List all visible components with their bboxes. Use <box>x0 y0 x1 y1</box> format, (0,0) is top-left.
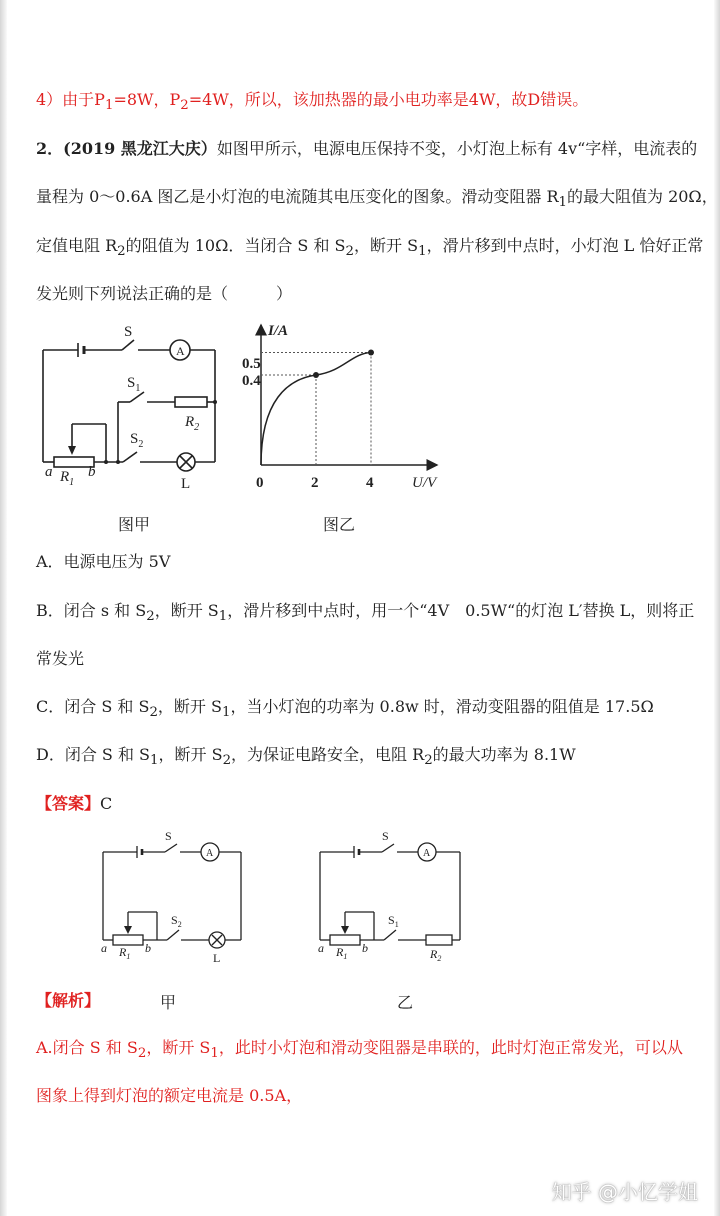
sol-yi-terminal-b: b <box>362 941 368 955</box>
sol-yi-r1: $R_1$ <box>336 945 348 961</box>
terminal-b-label: b <box>88 464 96 480</box>
question-line-3: 定值电阻 $R_2$的阻值为 10Ω．当闭合 S 和 $S_2$，断开 $S_1$，滑片移到中点时，小灯泡 L 恰好正常 <box>36 236 704 260</box>
question-line-1: 2．(2019 黑龙江大庆）如图甲所示，电源电压保持不变，小灯泡上标有 4v“字样，电流表的 <box>36 139 698 158</box>
y-tick-0-5: 0.5 <box>242 356 261 372</box>
sol-yi-r2: $R_2$ <box>430 947 442 963</box>
y-tick-0-4: 0.4 <box>242 373 261 389</box>
data-point-1 <box>313 372 319 378</box>
lamp-l-label: L <box>181 476 191 492</box>
figure-caption-jia: 图甲 <box>118 515 151 534</box>
x-tick-2: 2 <box>311 475 319 491</box>
sol-yi-switch-s1: $S_1$ <box>388 913 399 929</box>
option-d: D．闭合 S 和 $S_1$，断开 $S_2$，为保证电路安全，电阻 $R_2$的最大功率为 8.1W <box>36 745 576 769</box>
rheostat-r1-label: $R_1$ <box>60 469 75 488</box>
resistor-r2-label: $R_2$ <box>185 414 200 433</box>
data-point-2 <box>368 350 374 356</box>
sol-jia-switch-s2: $S_2$ <box>171 913 182 929</box>
question-line-4: 发光则下列说法正确的是（ ） <box>36 284 293 303</box>
terminal-a-label: a <box>45 464 53 480</box>
iu-graph-yi <box>232 315 447 493</box>
sol-jia-lamp: L <box>213 951 221 965</box>
sol-yi-ammeter: A <box>423 848 431 859</box>
watermark: 知乎 @小忆学姐 <box>551 1180 698 1204</box>
question-number: 2．(2019 黑龙江大庆） <box>36 139 217 158</box>
analysis-line-2: 图象上得到灯泡的额定电流是 0.5A， <box>36 1086 303 1105</box>
sol-jia-ammeter: A <box>206 848 214 859</box>
sol-yi-switch-s: S <box>382 829 389 843</box>
page-edge-right <box>714 0 720 1216</box>
x-tick-0: 0 <box>256 475 264 491</box>
ammeter-label: A <box>176 344 185 358</box>
answer-line <box>36 793 112 815</box>
switch-s1-label: $S_1$ <box>127 375 141 394</box>
option-b: B．闭合 s 和 $S_2$，断开 $S_1$，滑片移到中点时，用一个“4V 0.5W“的灯泡 L′替换 L，则将正 <box>36 601 695 625</box>
x-axis-label: U/V <box>412 475 437 491</box>
switch-s2-label: $S_2$ <box>130 431 144 450</box>
page-edge-left <box>0 0 7 1216</box>
y-axis-label: I/A <box>268 323 289 339</box>
solution-circuit-jia <box>95 828 255 968</box>
option-b-line-2: 常发光 <box>36 649 85 668</box>
switch-s-label: S <box>124 324 133 340</box>
sol-jia-terminal-b: b <box>145 941 151 955</box>
analysis-line-1: A.闭合 S 和 $S_2$，断开 $S_1$，此时小灯泡和滑动变阻器是串联的，此时灯泡正常发光，可以从 <box>36 1038 683 1062</box>
answer-value: C <box>100 794 113 813</box>
answer-label: 【答案】 <box>36 794 101 813</box>
analysis-label: 【解析】 <box>36 991 101 1010</box>
solution-note-4: 4）由于$P_1=8W$，$P_2=4W$，所以，该加热器的最小电功率是4W，故D错误。 <box>36 90 589 114</box>
analysis-header <box>36 990 100 1012</box>
figure-caption-yi: 图乙 <box>323 515 356 534</box>
option-a: A．电源电压为 5V <box>36 552 171 571</box>
solution-circuit-yi <box>312 828 472 968</box>
circuit-diagram-jia <box>30 318 230 498</box>
solution-caption-jia: 甲 <box>160 993 177 1012</box>
x-tick-4: 4 <box>366 475 374 491</box>
sol-jia-r1: $R_1$ <box>119 945 131 961</box>
solution-caption-yi: 乙 <box>397 993 414 1012</box>
sol-jia-terminal-a: a <box>101 941 107 955</box>
sol-yi-terminal-a: a <box>318 941 324 955</box>
option-c: C．闭合 S 和 $S_2$，断开 $S_1$，当小灯泡的功率为 0.8w 时，滑动变阻器的阻值是 17.5Ω <box>36 697 654 721</box>
sol-jia-switch-s: S <box>165 829 172 843</box>
question-line-2: 量程为 0～0.6A 图乙是小灯泡的电流随其电压变化的图象。滑动变阻器 $R_1$的最大阻值为 20Ω， <box>36 187 718 211</box>
